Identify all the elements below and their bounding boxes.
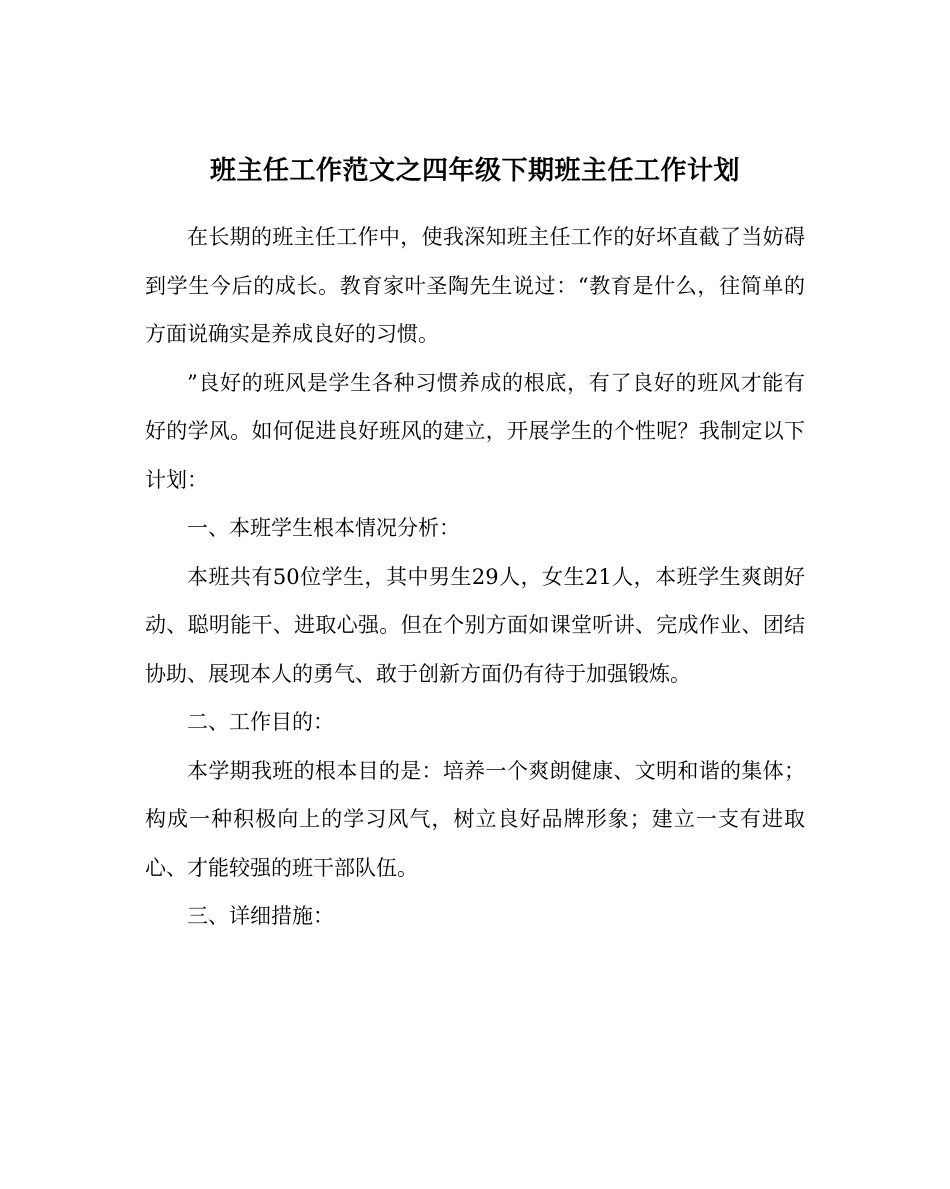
paragraph-goals: 本学期我班的根本目的是：培养一个爽朗健康、文明和谐的集体；构成一种积极向上的学习风气，树立良好品牌形象；建立一支有进取心、才能较强的班干部队伍。: [145, 758, 805, 880]
paragraph-class-spirit: ”良好的班风是学生各种习惯养成的根底，有了良好的班风才能有好的学风。如何促进良好班风的建立，开展学生的个性呢？我制定以下计划：: [145, 370, 805, 492]
section-heading-measures: 三、详细措施：: [187, 904, 334, 928]
document-title: 班主任工作范文之四年级下期班主任工作计划: [209, 156, 740, 187]
section-heading-analysis: 一、本班学生根本情况分析：: [187, 516, 460, 540]
document-body: [145, 213, 805, 941]
section-heading-goals: 二、工作目的：: [187, 710, 334, 734]
paragraph-intro: 在长期的班主任工作中，使我深知班主任工作的好坏直截了当妨碍到学生今后的成长。教育家叶圣陶先生说过：“教育是什么，往简单的方面说确实是养成良好的习惯。: [145, 225, 805, 346]
paragraph-analysis: 本班共有50位学生，其中男生29人，女生21人，本班学生爽朗好动、聪明能干、进取心强。但在个别方面如课堂听讲、完成作业、团结协助、展现本人的勇气、敢于创新方面仍有待于加强锻炼。: [145, 564, 805, 686]
